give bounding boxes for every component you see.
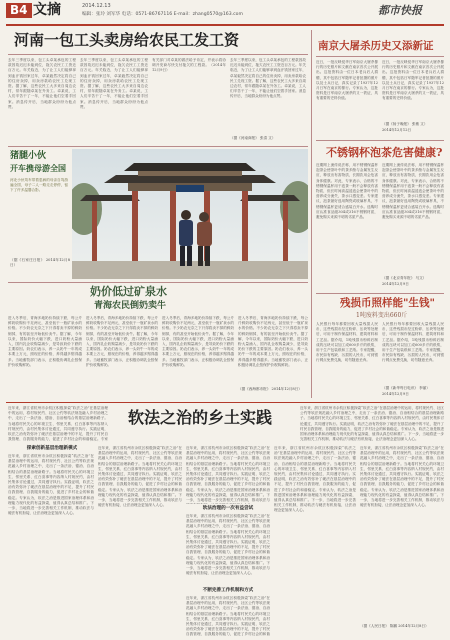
bottom-rule-top [6,402,444,403]
bottom-body-col3b: 近年来，浙江省杭州市余杭区积极探索“软法之治”在基层治理中的运用，将村规民约、社区公约等软法规范融入乡村治理之中，走出了一条法治、德治、自治相结合的基层治理新路子。当地将村民关心的环境卫生、邻里关系、红白喜事等内容纳入村规民约，由村民集体讨论通过，共同遵守执行。实践证明，软法之治有效弥补了硬法在基层治理中的不足，提升了村民自我管理、自我服务的能力，促进了乡村社会的和谐稳定。专家认为，软法之治是推进国家治理体系和治理能力现代化的有益探索，值得认真总结和推广。下一步，当地将进一步完善相关工作机制，推动软法与硬法有机衔接，让法治理念更加深入人心。 [186,514,270,576]
milk-credit: （据《西海都市报》 2014年12月8日） [238,387,302,391]
milk-subheadline: 青海农民倒奶卖牛 [94,301,167,311]
steel-body-col1: 近期网上流传说法称，用不锈钢保温杯泡茶会使茶叶中的茶多酚与金属发生反应，释放出有害物质，长期饮用会危害身体健康。对此，专家表示，合格的不锈钢保温杯用于泡茶一般不会释放有害物质，但长时间高温浸泡会使茶叶中的营养成分流失，茶水口感变差。专家建议，泡茶最好选用陶瓷或玻璃杯具，不锈钢保温杯更适合盛装白开水。选购时应认准食品级304或316不锈钢材质，避免购买来源不明的劣质产品。 [316,163,378,220]
gate-photo [72,149,308,279]
nanjing-date: 2014年12月12日 [382,128,412,132]
issue-date: 2014.12.13 [82,3,111,9]
bottom-headline: 软法之治的乡土实践 [128,408,273,427]
nanjing-headline: 南京大屠杀历史又添新证 [318,40,434,52]
header-rule [6,24,444,26]
editor-contact: 编辑：张玲 刘军华 电话：0571-86767116 E-mail：zhang0570@163.com [82,12,243,17]
page-code: B4 [6,3,32,18]
bottom-section-head-3: 不断完善工作机制和方式 [202,588,254,593]
lead-headline: 河南一包工头卖房给农民工发工资 [14,31,240,49]
column-divider [311,30,312,398]
steel-rule-top [316,140,444,141]
nanjing-body-col1: 近日，一批反映侵华日军南京大屠杀暴行的历史照片和文献在南京首次公开展出。这批资料由一位日本老兵后人捐赠，其中包括日军随军记者拍摄的照片以及士兵日记，真实记录了1937年12月日军在南京的暴行。专家认为，这批资料是日军南京大屠杀的又一铁证，具有重要的史料价值。 [316,60,378,101]
milk-rule-top [8,282,308,283]
nanjing-credit: （据《扬子晚报》 张敏 文） [382,122,428,126]
steel-body-col2: 近期网上流传说法称，用不锈钢保温杯泡茶会使茶叶中的茶多酚与金属发生反应，释放出有害物质，长期饮用会危害身体健康。对此，专家表示，合格的不锈钢保温杯用于泡茶一般不会释放有害物质，但长时间高温浸泡会使茶叶中的营养成分流失，茶水口感变差。专家建议，泡茶最好选用陶瓷或玻璃杯具，不锈钢保温杯更适合盛装白开水。选购时应认准食品级304或316不锈钢材质，避免购买来源不明的劣质产品。 [382,163,444,220]
photo-credit: （据《石家庄日报》 2014年12月8日） [10,258,70,268]
lead-body-col4: 去年三季度以来，包工头卓某承包的工程款因故迟迟未能到位，拖欠农民工工资近百万元。年关临近，为了让工人们能够拿到血汗钱回家过年，卓某毅然决定将自己的住房卖掉，用卖房款给农民工兑现工资。据了解，这些农民工大多来自周边农村，常年跟随卓某在外务工。卓某说，工人们辛苦干了一年，不能让他们空着手回家。消息传开后，当地群众纷纷为他点赞。 [230,58,306,99]
bottom-body-col3c: 近年来，浙江省杭州市余杭区积极探索“软法之治”在基层治理中的运用，将村规民约、社区公约等软法规范融入乡村治理之中，走出了一条法治、德治、自治相结合的基层治理新路子。当地将村民关心的环境卫生、邻里关系、红白喜事等内容纳入村规民约，由村民集体讨论通过，共同遵守执行。实践证明，软法之治有效弥补了硬法在基层治理中的不足，提升了村民自我管理、自我服务的能力，促进了乡村社会的和谐 [186,596,270,636]
steel-credit: （据《北京青年报》 马文） [382,276,427,280]
lead-credit: （据《河南商报》 张清 文） [230,136,276,140]
milk-headline: 奶价低过矿泉水 [90,285,167,298]
bottom-body-col5: 近年来，浙江省杭州市余杭区积极探索“软法之治”在基层治理中的运用，将村规民约、社区公约等软法规范融入乡村治理之中，走出了一条法治、德治、自治相结合的基层治理新路子。当地将村民关心的环境卫生、邻里关系、红白喜事等内容纳入村规民约，由村民集体讨论通过，共同遵守执行。实践证明，软法之治有效弥补了硬法在基层治理中的不足，提升了村民自我管理、自我服务的能力，促进了乡村社会的和谐稳定。专家认为，软法之治是推进国家治理体系和治理能力现代化的有益探索，值得认真总结和推广。下一步，当地将进一步完善相关工作机制，推动软法与硬法有机衔接，让法治理念更加深入人心。 [360,446,444,508]
lead-body-col2: 去年三季度以来，包工头卓某承包的工程款因故迟迟未能到位，拖欠农民工工资近百万元。年关临近，为了让工人们能够拿到血汗钱回家过年，卓某毅然决定将自己的住房卖掉，用卖房款给农民工兑现工资。据了解，这些农民工大多来自周边农村，常年跟随卓某在外务工。卓某说，工人们辛苦干了一年，不能让他们空着手回家。消息传开后，当地群众纷纷为他点赞。 [80,58,148,109]
steel-headline: 不锈钢杯泡茶危害健康? [326,146,443,159]
photo-title: 猪腿小伙 [10,151,47,161]
residual-date: 2014年12月9日 [382,392,409,396]
residual-body-col2: 人民银行每年都要回收大量残损人民币，这些残损币经过粉碎、压块等处理后，可用于制作保温材料、建筑材料和工艺品。据介绍，1吨残损币粉碎后制成的压块可以加工成600多斤的纸浆，用于生产包装纸和工艺纸。专家提醒，市民如有残缺、污损的人民币，可到银行网点免费兑换，切勿随意丢弃。 [382,322,444,363]
photo-caption: 河北小伙驾车带着患病的母亲自驾游遍全国，母子二人一路走走停停，留下了许多温馨合影。 [10,178,68,193]
residual-subheadline: 1吨废料变出660斤 [356,312,408,319]
residual-rule-top [316,293,444,294]
residual-credit: （据《新华每日电讯》 李丽） [382,386,430,390]
bottom-body-col1: 近年来，浙江省杭州市余杭区积极探索“软法之治”在基层治理中的运用，将村规民约、社区公约等软法规范融入乡村治理之中，走出了一条法治、德治、自治相结合的基层治理新路子。当地将村民关心的环境卫生、邻里关系、红白喜事等内容纳入村规民约，由村民集体讨论通过，共同遵守执行。实践证明，软法之治有效弥补了硬法在基层治理中的不足，提升了村民自我管理、自我服务的能力，促进了乡村社会的和谐稳定。专家认为，软法之治是推进国家治理体系和治理能力现代化的有益探索，值得认真总结和推广。下一步，当地将进一步完善相关工作机制，推动软法与硬法有机衔接，让法治理念更加深入人心。 [8,454,94,516]
residual-headline: 残损币照样能"生钱" [340,297,435,309]
bottom-body-col3: 近年来，浙江省杭州市余杭区积极探索“软法之治”在基层治理中的运用，将村规民约、社区公约等软法规范融入乡村治理之中，走出了一条法治、德治、自治相结合的基层治理新路子。当地将村民关心的环境卫生、邻里关系、红白喜事等内容纳入村规民约，由村民集体讨论通过，共同遵守执行。实践证明，软法之治有效弥补了硬法在基层治理中的不足，提升了村民自我管理、自我服务的能力，促进了乡村社会的和谐稳定。专家认为，软法之治是推进国家治理体系和治理能力现代化的有益探索，值得认真总结和推广。下一步，当地将进一步完善相关工作机制，推动软法与 [186,446,270,503]
lead-body-col1: 去年三季度以来，包工头卓某承包的工程款因故迟迟未能到位，拖欠农民工工资近百万元。年关临近，为了让工人们能够拿到血汗钱回家过年，卓某毅然决定将自己的住房卖掉，用卖房款给农民工兑现工资。据了解，这些农民工大多来自周边农村，常年跟随卓某在外务工。卓某说，工人们辛苦干了一年，不能让他们空着手回家。消息传开后，当地群众纷纷为他点赞。 [8,58,76,109]
nanjing-rule [316,56,444,57]
residual-body-col1: 人民银行每年都要回收大量残损人民币，这些残损币经过粉碎、压块等处理后，可用于制作保温材料、建筑材料和工艺品。据介绍，1吨残损币粉碎后制成的压块可以加工成600多斤的纸浆，用于生产包装纸和工艺纸。专家提醒，市民如有残缺、污损的人民币，可到银行网点免费兑换，切勿随意丢弃。 [316,322,378,363]
page-header [0,0,450,26]
bottom-body-col2: 近年来，浙江省杭州市余杭区积极探索“软法之治”在基层治理中的运用，将村规民约、社区公约等软法规范融入乡村治理之中，走出了一条法治、德治、自治相结合的基层治理新路子。当地将村民关心的环境卫生、邻里关系、红白喜事等内容纳入村规民约，由村民集体讨论通过，共同遵守执行。实践证明，软法之治有效弥补了硬法在基层治理中的不足，提升了村民自我管理、自我服务的能力，促进了乡村社会的和谐稳定。专家认为，软法之治是推进国家治理体系和治理能力现代化的有益探索，值得认真总结和推广。下一步，当地将进一步完善相关工作机制，推动软法与硬法有机衔接，让法治理念更加深入人心。 [98,446,182,508]
photo-subtitle: 开车携母游全国 [10,163,66,173]
milk-body-col3: 进入冬季后，青海多地奶价持续下跌，每公斤鲜奶收购价不足两元，甚至低于一瓶矿泉水的价格。不少奶农无奈之下只得将卖不掉的鲜奶倒掉，有的甚至开始低价卖牛。据了解，今年以来，国际奶价大幅下跌，进口奶粉大量涌入，国内乳企收购量减少，是导致奶价下跌的主要原因。奶农们表示，养一头奶牛一年的成本要上万元，照现在的价格，养得越多赔得越多。当地畜牧部门表示，正积极协调乳企按保护价收购鲜奶。 [162,316,234,367]
milk-body-col2: 进入冬季后，青海多地奶价持续下跌，每公斤鲜奶收购价不足两元，甚至低于一瓶矿泉水的价格。不少奶农无奈之下只得将卖不掉的鲜奶倒掉，有的甚至开始低价卖牛。据了解，今年以来，国际奶价大幅下跌，进口奶粉大量涌入，国内乳企收购量减少，是导致奶价下跌的主要原因。奶农们表示，养一头奶牛一年的成本要上万元，照现在的价格，养得越多赔得越多。当地畜牧部门表示，正积极协调乳企按保护价收购鲜奶。 [86,316,158,367]
nanjing-body-col2: 近日，一批反映侵华日军南京大屠杀暴行的历史照片和文献在南京首次公开展出。这批资料由一位日本老兵后人捐赠，其中包括日军随军记者拍摄的照片以及士兵日记，真实记录了1937年12月日军在南京的暴行。专家认为，这批资料是日军南京大屠杀的又一铁证，具有重要的史料价值。 [382,60,444,101]
bottom-intro: 近年来，浙江省杭州市余杭区积极探索“软法之治”在基层治理中的运用，将村规民约、社区公约等软法规范融入乡村治理之中，走出了一条法治、德治、自治相结合的基层治理新路子。当地将村民关心的环境卫生、邻里关系、红白喜事等内容纳入村规民约，由村民集体讨论通过，共同遵守执行。实践证明，软法之治有效弥补了硬法在基层治理中的不足，提升了村民自我管理、自我服务的能力，促进了乡村社会的和谐稳定。专家 [8,406,108,442]
steel-date: 2014年12月9日 [382,282,409,286]
lead-rule [8,54,308,55]
milk-body-col4: 进入冬季后，青海多地奶价持续下跌，每公斤鲜奶收购价不足两元，甚至低于一瓶矿泉水的价格。不少奶农无奈之下只得将卖不掉的鲜奶倒掉，有的甚至开始低价卖牛。据了解，今年以来，国际奶价大幅下跌，进口奶粉大量涌入，国内乳企收购量减少，是导致奶价下跌的主要原因。奶农们表示，养一头奶牛一年的成本要上万元，照现在的价格，养得越多赔得越多。当地畜牧部门表示，正积极协调乳企按保护价收购鲜奶。 [238,316,308,367]
masthead-logo: 都市快报 [378,4,422,17]
milk-body-col1: 进入冬季后，青海多地奶价持续下跌，每公斤鲜奶收购价不足两元，甚至低于一瓶矿泉水的价格。不少奶农无奈之下只得将卖不掉的鲜奶倒掉，有的甚至开始低价卖牛。据了解，今年以来，国际奶价大幅下跌，进口奶粉大量涌入，国内乳企收购量减少，是导致奶价下跌的主要原因。奶农们表示，养一头奶牛一年的成本要上万元，照现在的价格，养得越多赔得越多。当地畜牧部门表示，正积极协调乳企按保护价收购鲜奶。 [8,316,82,367]
bottom-body-col4: 近年来，浙江省杭州市余杭区积极探索“软法之治”在基层治理中的运用，将村规民约、社区公约等软法规范融入乡村治理之中，走出了一条法治、德治、自治相结合的基层治理新路子。当地将村民关心的环境卫生、邻里关系、红白喜事等内容纳入村规民约，由村民集体讨论通过，共同遵守执行。实践证明，软法之治有效弥补了硬法在基层治理中的不足，提升了村民自我管理、自我服务的能力，促进了乡村社会的和谐稳定。专家认为，软法之治是推进国家治理体系和治理能力现代化的有益探索，值得认真总结和推广。下一步，当地将进一步完善相关工作机制，推动软法与硬法有机衔接，让法治理念更加深入人心。 [274,446,356,513]
photo-rule-top [8,146,308,147]
bottom-section-head-1: 探索创新基层治理新模式 [26,446,78,451]
bottom-section-head-2: 软法治理的一次有益尝试 [202,506,254,511]
lead-body-col3: 有关部门对卓某的做法给予肯定，并表示将协调开发商尽快支付拖欠的工程款。（2014年12月9日） [152,58,226,73]
section-label: 文摘 [33,2,61,18]
bottom-intro-right: 近年来，浙江省杭州市余杭区积极探索“软法之治”在基层治理中的运用，将村规民约、社区公约等软法规范融入乡村治理之中，走出了一条法治、德治、自治相结合的基层治理新路子。当地将村民关心的环境卫生、邻里关系、红白喜事等内容纳入村规民约，由村民集体讨论通过，共同遵守执行。实践证明，软法之治有效弥补了硬法在基层治理中的不足，提升了村民自我管理、自我服务的能力，促进了乡村社会的和谐稳定。专家认为，软法之治是推进国家治理体系和治理能力现代化的有益探索，值得认真总结和推广。下一步，当地将进一步完善相关工作机制，推动软法与硬法有机衔接，让法治理念更加深入人心。 [300,406,444,442]
bottom-credit: （据《人民日报》 陈鹏 2014年12月8日） [360,624,429,628]
